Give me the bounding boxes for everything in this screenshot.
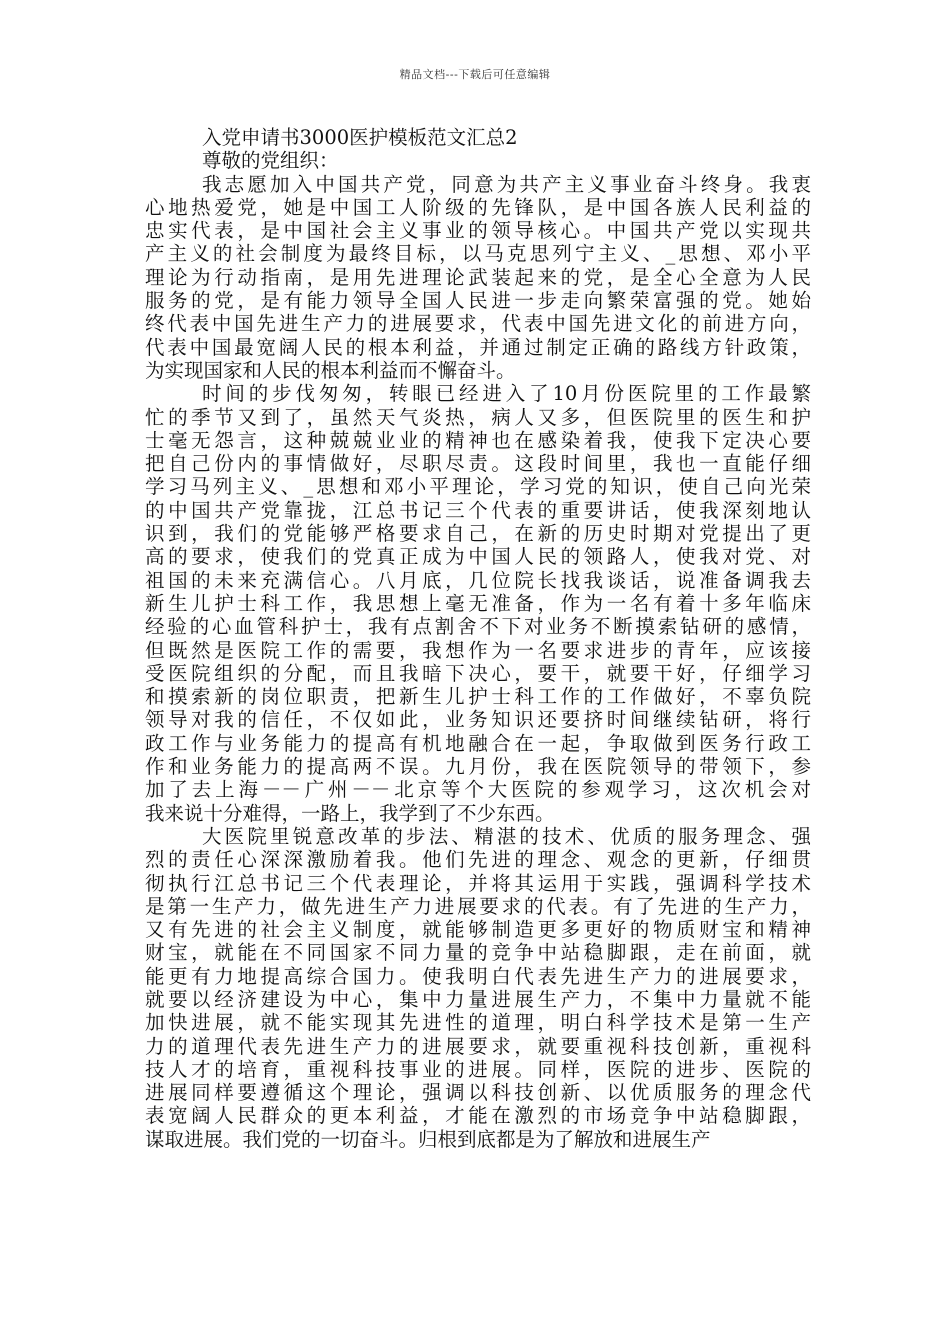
paragraph-line: 政工作与业务能力的提高有机地融合在一起，争取做到医务行政工 (145, 731, 811, 755)
paragraph-line: 忙的季节又到了，虽然天气炎热，病人又多，但医院里的医生和护 (145, 405, 811, 429)
paragraph-line: 加了去上海－－广州－－北京等个大医院的参观学习，这次机会对 (145, 778, 811, 802)
paragraph-line: 加快进展，就不能实现其先进性的道理，明白科学技术是第一生产 (145, 1011, 811, 1035)
paragraph-line: 终代表中国先进生产力的进展要求，代表中国先进文化的前进方向， (145, 312, 811, 336)
paragraph-line: 烈的责任心深深激励着我。他们先进的理念、观念的更新，仔细贯 (145, 848, 811, 872)
paragraph-line: 经验的心血管科护士，我有点割舍不下对业务不断摸索钻研的感情， (145, 615, 811, 639)
document-body (145, 126, 811, 1151)
paragraph (145, 382, 811, 825)
paragraph-line: 代表中国最宽阔人民的根本利益，并通过制定正确的路线方针政策， (145, 335, 811, 359)
paragraph-line: 产主义的社会制度为最终目标，以马克思列宁主义、_思想、邓小平 (145, 242, 811, 266)
paragraph-line: 又有先进的社会主义制度，就能够制造更多更好的物质财宝和精神 (145, 918, 811, 942)
paragraph-line: 服务的党，是有能力领导全国人民进一步走向繁荣富强的党。她始 (145, 289, 811, 313)
paragraph-line: 把自己份内的事情做好，尽职尽责。这段时间里，我也一直能仔细 (145, 452, 811, 476)
paragraph-line: 理论为行动指南，是用先进理论武装起来的党，是全心全意为人民 (145, 265, 811, 289)
paragraph-line: 我志愿加入中国共产党，同意为共产主义事业奋斗终身。我衷 (202, 172, 811, 196)
paragraph (145, 173, 811, 383)
paragraph-line: 作和业务能力的提高两不误。九月份，我在医院领导的带领下，参 (145, 755, 811, 779)
paragraph-line: 士毫无怨言，这种兢兢业业的精神也在感染着我，使我下定决心要 (145, 428, 811, 452)
paragraph-line: 财宝，就能在不同国家不同力量的竞争中站稳脚跟，走在前面，就 (145, 941, 811, 965)
document-title: 入党申请书3000医护模板范文汇总2 (202, 126, 518, 149)
paragraph-line: 学习马列主义、_思想和邓小平理论，学习党的知识，使自己向光荣 (145, 475, 811, 499)
header-note: 精品文档---下载后可任意编辑 (399, 68, 551, 81)
paragraph-line: 表宽阔人民群众的更本利益，才能在激烈的市场竞争中站稳脚跟， (145, 1104, 811, 1128)
paragraph-line: 力的道理代表先进生产力的进展要求，就要重视科技创新，重视科 (145, 1034, 811, 1058)
paragraph-line: 大医院里锐意改革的步法、精湛的技术、优质的服务理念、强 (202, 824, 811, 848)
paragraph-line: 进展同样要遵循这个理论，强调以科技创新、以优质服务的理念代 (145, 1081, 811, 1105)
paragraph-line: 新生儿护士科工作，我思想上毫无准备，作为一名有着十多年临床 (145, 591, 811, 615)
paragraph-line: 彻执行江总书记三个代表理论，并将其运用于实践，强调科学技术 (145, 871, 811, 895)
paragraph-line: 技人才的培育，重视科技事业的进展。同样，医院的进步、医院的 (145, 1057, 811, 1081)
paragraph-line: 能更有力地提高综合国力。使我明白代表先进生产力的进展要求， (145, 964, 811, 988)
paragraph-line: 谋取进展。我们党的一切奋斗。归根到底都是为了解放和进展生产 (145, 1127, 711, 1151)
paragraph-line: 识到，我们的党能够严格要求自己，在新的历史时期对党提出了更 (145, 522, 811, 546)
paragraph-line: 但既然是医院工作的需要，我想作为一名要求进步的青年，应该接 (145, 638, 811, 662)
paragraph-line: 为实现国家和人民的根本利益而不懈奋斗。 (145, 358, 516, 382)
paragraph-line: 时间的步伐匆匆，转眼已经进入了10月份医院里的工作最繁 (202, 382, 811, 406)
paragraph-line: 忠实代表，是中国社会主义事业的领导核心。中国共产党以实现共 (145, 219, 811, 243)
paragraph-line: 是第一生产力，做先进生产力进展要求的代表。有了先进的生产力， (145, 894, 811, 918)
paragraph-line: 和摸索新的岗位职责，把新生儿护士科工作的工作做好，不辜负院 (145, 685, 811, 709)
paragraph (145, 825, 811, 1151)
paragraph-line: 就要以经济建设为中心，集中力量进展生产力，不集中力量就不能 (145, 987, 811, 1011)
paragraph-line: 的中国共产党靠拢，江总书记三个代表的重要讲话，使我深刻地认 (145, 498, 811, 522)
paragraph-line: 心地热爱党，她是中国工人阶级的先锋队，是中国各族人民利益的 (145, 195, 811, 219)
paragraph-line: 领导对我的信任，不仅如此，业务知识还要挤时间继续钻研，将行 (145, 708, 811, 732)
paragraphs (145, 173, 811, 1151)
salutation: 尊敬的党组织： (202, 149, 339, 173)
paragraph-line: 受医院组织的分配，而且我暗下决心，要干，就要干好，仔细学习 (145, 661, 811, 685)
paragraph-line: 我来说十分难得，一路上，我学到了不少东西。 (145, 801, 555, 825)
paragraph-line: 祖国的未来充满信心。八月底，几位院长找我谈话，说准备调我去 (145, 568, 811, 592)
paragraph-line: 高的要求，使我们的党真正成为中国人民的领路人，使我对党、对 (145, 545, 811, 569)
